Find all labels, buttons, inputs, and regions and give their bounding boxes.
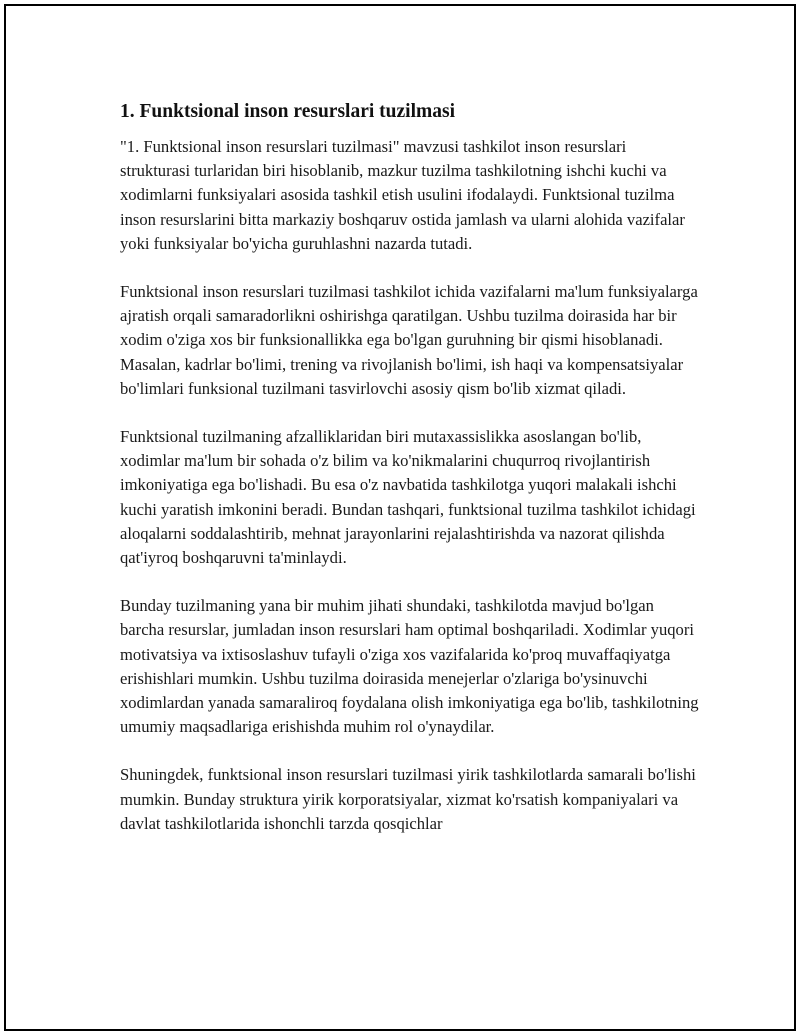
paragraph-5: Shuningdek, funktsional inson resurslari tuzilmasi yirik tashkilotlarda samarali bo'lishi mumkin. Bunday struktura yirik korporatsiyalar, xizmat ko'rsatish kompaniyalari va davlat tashkilotlarida ishonchli tarzda qosqichlar	[120, 765, 696, 833]
document-body	[120, 98, 700, 860]
document-heading: 1. Funktsional inson resurslari tuzilmasi	[120, 101, 455, 122]
paragraph-2: Funktsional inson resurslari tuzilmasi tashkilot ichida vazifalarni ma'lum funksiyalarga ajratish orqali samaradorlikni oshirishga qaratilgan. Ushbu tuzilma doirasida har bir xodim o'ziga xos bir funksionallikka ega bo'lgan guruhning bir qismi hisoblanadi. Masalan, kadrlar bo'limi, trening va rivojlanish bo'limi, ish haqi va kompensatsiyalar bo'limlari funksional tuzilmani tasvirlovchi asosiy qism bo'lib xizmat qiladi.	[120, 282, 698, 398]
paragraph-1: "1. Funktsional inson resurslari tuzilmasi" mavzusi tashkilot inson resurslari strukturasi turlaridan biri hisoblanib, mazkur tuzilma tashkilotning ishchi kuchi va xodimlarni funksiyalari asosida tashkil etish usulini ifodalaydi. Funktsional tuzilma inson resurslarini bitta markaziy boshqaruv ostida jamlash va ularni alohida vazifalar yoki funksiyalar bo'yicha guruhlashni nazarda tutadi.	[120, 137, 685, 253]
paragraph-4: Bunday tuzilmaning yana bir muhim jihati shundaki, tashkilotda mavjud bo'lgan barcha resurslar, jumladan inson resurslari ham optimal boshqariladi. Xodimlar yuqori motivatsiya va ixtisoslashuv tufayli o'ziga xos vazifalarida ko'proq muvaffaqiyatga erishishlari mumkin. Ushbu tuzilma doirasida menejerlar o'zlariga bo'ysinuvchi xodimlardan yanada samaraliroq foydalana olish imkoniyatiga ega bo'lib, tashkilotning umumiy maqsadlariga erishishda muhim rol o'ynaydilar.	[120, 596, 699, 737]
paragraph-3: Funktsional tuzilmaning afzalliklaridan biri mutaxassislikka asoslangan bo'lib, xodimlar ma'lum bir sohada o'z bilim va ko'nikmalarini chuqurroq rivojlantirish imkoniyatiga ega bo'lishadi. Bu esa o'z navbatida tashkilotga yuqori malakali ishchi kuchi yaratish imkonini beradi. Bundan tashqari, funktsional tuzilma tashkilot ichidagi aloqalarni soddalashtirib, mehnat jarayonlarini rejalashtirishda va nazorat qilishda qat'iyroq boshqaruvni ta'minlaydi.	[120, 427, 696, 568]
page-frame	[4, 4, 796, 1031]
